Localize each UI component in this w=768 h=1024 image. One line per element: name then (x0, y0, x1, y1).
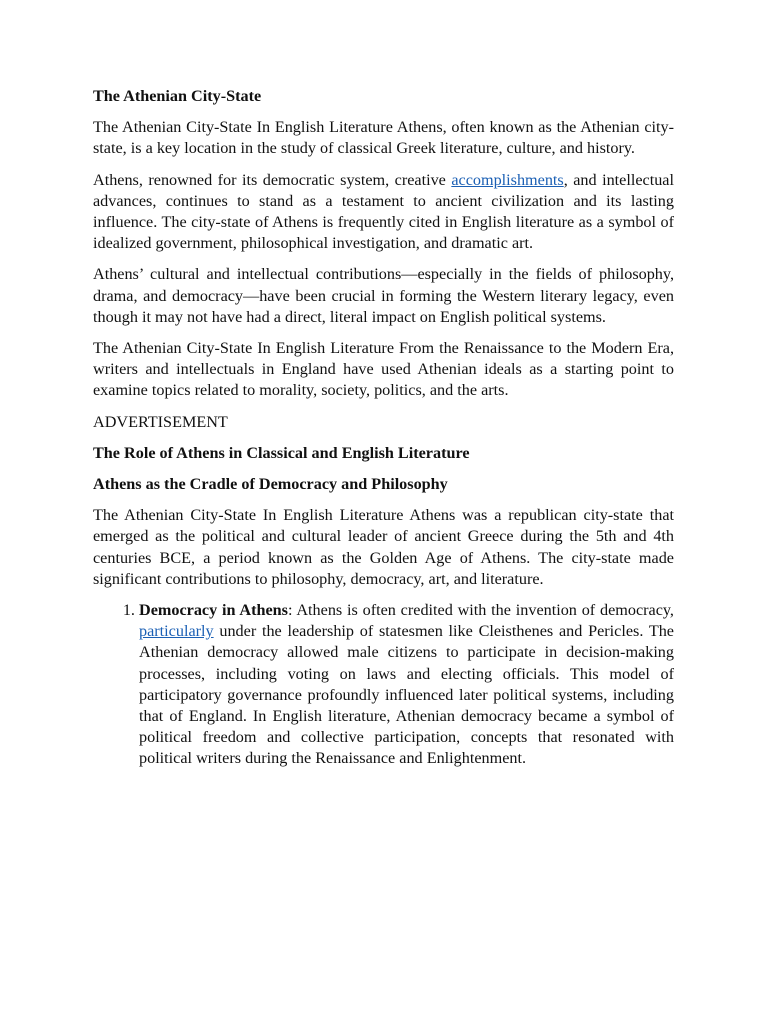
list-item-title: Democracy in Athens (139, 601, 288, 620)
athens-paragraph: The Athenian City-State In English Literature Athens was a republican city-state that emerged as the political and cultural leader of ancient Greece during the 5th and 4th centuries BCE, a period known as the Golden Age of Athens. The city-state made significant contributions to philosophy, democracy, art, and literature. (93, 506, 674, 588)
renaissance-paragraph: The Athenian City-State In English Literature From the Renaissance to the Modern Era, writers and intellectuals in England have used Athenian ideals as a starting point to examine topics related to morality, society, politics, and the arts. (93, 339, 674, 400)
page-title: The Athenian City-State (93, 87, 262, 105)
subsection-heading: Athens as the Cradle of Democracy and Philosophy (93, 475, 448, 494)
list-item-text: under the leadership of statesmen like Cleisthenes and Pericles. The Athenian democracy allowed male citizens to participate in decision-making processes, including voting on laws and electing officials. This model of participatory governance profoundly influenced later political systems, including that of England. In English literature, Athenian democracy became a symbol of political freedom and collective participation, concepts that resonated with political writers during the Renaissance and Enlightenment. (139, 622, 674, 768)
advertisement-label: ADVERTISEMENT (93, 412, 228, 431)
paragraph-text: , and intellectual advances, continues to stand as a testament to ancient civilization and its lasting influence. The city-state of Athens is frequently cited in English literature as a symbol of idealized government, philosophical investigation, and dramatic art. (93, 170, 674, 253)
section-heading: The Role of Athens in Classical and English Literature (93, 443, 470, 462)
particularly-link[interactable]: particularly (139, 622, 214, 641)
paragraph-text: Athens, renowned for its democratic system, creative (93, 170, 452, 189)
numbered-list (93, 600, 674, 770)
document-page (93, 86, 674, 770)
accomplishments-link[interactable]: accomplishments (451, 170, 564, 189)
list-item-text: : Athens is often credited with the invention of democracy, (287, 601, 674, 620)
contributions-paragraph: Athens’ cultural and intellectual contributions—especially in the fields of philosophy, drama, and democracy—have been crucial in forming the Western literary legacy, even though it may not have had a direct, literal impact on English political systems. (93, 265, 674, 326)
list-item (139, 600, 674, 770)
accomplishments-paragraph (93, 170, 674, 255)
intro-paragraph: The Athenian City-State In English Literature Athens, often known as the Athenian city-state, is a key location in the study of classical Greek literature, culture, and history. (93, 118, 674, 158)
